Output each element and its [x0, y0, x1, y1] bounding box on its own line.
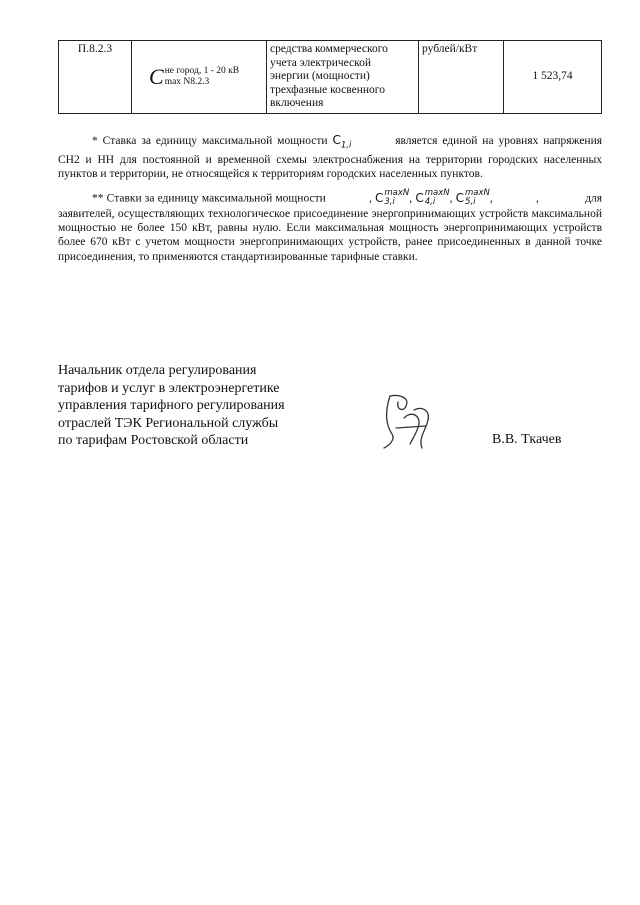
- description-line: включения: [270, 97, 324, 109]
- description-line: трехфазные косвенного: [270, 83, 385, 96]
- rate-symbol-base: C: [149, 63, 164, 89]
- row-value: 1 523,74: [504, 41, 602, 114]
- signatory-title-line: по тарифам Ростовской области: [58, 433, 249, 449]
- table-row: [59, 41, 602, 114]
- footnote-2: ** Ставки за единицу максимальной мощности , C maxN 3,i , C maxN 4,i , C maxN 5,i , , для заявителей, осуществляющих технологическое присоединение энергопринимающих устройств максимальной мощностью не более 150 кВт, равны нулю. Если максимальная мощность энергопринимающих устройств более 670 кВт с учетом мощности энергопринимающих устройств, ранее присоединенных в данной точке присоединения, то применяются стандартизированные тарифные ставки.: [58, 188, 603, 263]
- footnote-1-after: является единой на уровнях напряжения СН2 и НН для постоянной и временной схемы электроснабжения на территории городских населенных пунктов и территории, не относящейся к территориям городских населенных пунктов.: [58, 135, 603, 180]
- footnote-2-after: для заявителей, осуществляющих технологическое присоединение энергопринимающих устройств максимальной мощностью не более 150 кВт, равны нулю. Если максимальная мощность энергопринимающих устройств более 670 кВт с учетом мощности энергопринимающих устройств, ранее присоединенных в данной точке присоединения, то применяются стандартизированные тарифные ставки.: [58, 192, 603, 263]
- signatory-title-line: отраслей ТЭК Региональной службы: [58, 415, 279, 431]
- row-unit: рублей/кВт: [419, 41, 504, 114]
- rate-symbol-sub: max N8.2.3: [164, 76, 210, 87]
- footnote-2-math-3: C maxN 5,i: [455, 188, 490, 207]
- signatory-title-line: управления тарифного регулирования: [58, 398, 285, 414]
- footnote-1: [58, 133, 602, 181]
- footnote-2-math-1: C maxN 3,i: [374, 188, 410, 207]
- signatory-title-line: тарифов и услуг в электроэнергетике: [58, 380, 280, 396]
- rate-symbol-cell: [132, 41, 267, 114]
- handwritten-signature: [378, 388, 440, 456]
- footnote-1-math: $C_{1,i}$: [332, 133, 352, 151]
- rate-symbol: [135, 63, 263, 89]
- description-line: средства коммерческого: [270, 43, 388, 55]
- description-line: энергии (мощности): [270, 70, 370, 82]
- footnote-2-before: Ставки за единицу максимальной мощности: [106, 192, 326, 205]
- footnote-1-marker: *: [92, 135, 98, 147]
- row-code: П.8.2.3: [59, 41, 132, 114]
- signatory-title-line: Начальник отдела регулирования: [58, 363, 257, 378]
- signatory-title: [58, 362, 285, 450]
- tariff-table: [58, 40, 602, 114]
- rate-symbol-sup: не город, 1 - 20 кВ: [164, 65, 240, 76]
- footnote-2-math-2: C maxN 4,i: [415, 188, 450, 207]
- description-line: учета электрической: [270, 56, 372, 69]
- signatory-name: В.В. Ткачев: [492, 432, 562, 447]
- footnote-2-marker: **: [92, 192, 104, 205]
- row-description: [267, 41, 419, 114]
- footnote-1-before: Ставка за единицу максимальной мощности: [102, 135, 328, 147]
